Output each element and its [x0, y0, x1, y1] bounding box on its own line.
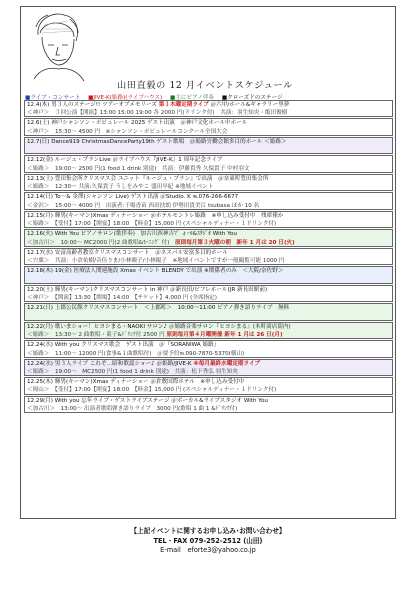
contact-phone: TEL・FAX 079-252-2512 (山田) — [153, 536, 263, 545]
event-row — [24, 377, 393, 394]
event-headline — [27, 101, 390, 109]
event-row — [24, 155, 393, 172]
event-details — [27, 257, 390, 265]
event-details — [27, 405, 390, 413]
event-details-text: ＜宍粟＞ 共演：小倉佑樹/音佳りま/小林瞳子/小林陽子 ※地域イベントですが一般観覧可能 1000 円 — [27, 258, 285, 265]
event-note: 原則毎月第４月曜開催 新年 1 月は 26 日(月) — [166, 332, 283, 339]
event-details — [27, 128, 390, 136]
event-details-text: ＜姫路＞ 13:30～ 2 曲歌唱・菓子&ﾄﾞﾘﾝｸ付 2500 円 — [27, 332, 167, 339]
event-note: 原則毎月第３火曜の朝 新年 1 月は 20 日(火) — [175, 239, 295, 246]
event-title: 12.7(日) Dance919 ChristmasDanceParty19th ゲスト歌唱 ＠姫路労働会館多目的ホール ＜姫路＞ — [27, 138, 287, 145]
event-row — [24, 396, 393, 413]
event-headline — [27, 212, 390, 220]
event-row — [24, 359, 393, 376]
event-details-text: ＜姫路＞ 12:30～ 共演:久保貴子 うしをみやこ 盛田早紀 ※地域イベント — [27, 184, 214, 191]
event-details — [27, 165, 390, 173]
event-title: 12.20(土) 輝男(キーマン)クリスマスコンサート in 神戸 ＠新長田/ピフレホール(JR 新長田駅前) — [27, 286, 268, 293]
event-title: 12.13(土) 豊田集会所クリスマス会 ユニット『ルージュ・ブラン』で出演 ＠奈東町豊田集会所 — [27, 175, 269, 182]
event-title: 12.15(月) 輝男(キーマン)Xmas ディナーショー ＠ホテルモントレ姫路 ※申し込み受付中 残席僅か — [27, 212, 284, 219]
event-title: 12.16(火) With You ピアノサロン(歌伴奏) 加古川西神吉ﾏﾞ ォｰﾙ&ｽﾀｼﾞｵ With You — [27, 231, 237, 238]
event-details — [27, 331, 390, 339]
event-row — [24, 211, 393, 228]
event-title: 12.12(金) ルージュ・ブランLive ＠ライブハウス『JIVE-K』1 周年記念ライブ — [27, 157, 223, 164]
event-details-text: ＜姫路＞ 19:00～ MC2500 円(1 food 1 drink 別途) 共演：松下秀弘 羽生知央 — [27, 368, 238, 375]
event-details-text: ＜金沢＞ 15:00～ 4000 円 出演者:千場香苗 西田扶朗 伊勢田貴美江 tsubasa ほか 10 名 — [27, 202, 260, 209]
event-details-text: ＜神戸＞ ３回公演【開演】13:00 15:00 19:00 各 2000 円(ドリンク付) 共演：羽生知央・飯田俊樹 — [27, 110, 288, 117]
event-title: 12.4(木) 男３人のステージ!! ツアーオブメモリーズ — [27, 102, 159, 108]
event-details — [27, 220, 390, 228]
event-headline — [27, 175, 390, 183]
event-row — [24, 266, 393, 283]
event-headline — [27, 397, 390, 405]
event-headline — [27, 267, 390, 275]
event-title: 12.24(水) With you クリスマス歌会 ゲスト出演 ＠『SORANIWA 姫路』 — [27, 342, 220, 349]
contact-footer — [0, 527, 416, 556]
event-details-text: ＜姫路＞ 【受付】17:00【開宴】18:00 【料金】15,000 円 (スペシャルディナー・１ドリンク付) — [27, 221, 277, 228]
event-row — [24, 192, 393, 209]
event-details-text: ＜神戸＞ 15:30～ 4500 円 ※シャンソン・ポピュレールコンクール全国大会 — [27, 128, 228, 135]
event-details — [27, 239, 390, 247]
event-details-text: ＜姫路＞ 19:00～ 2500 円(1 food 1 drink 別途) 共演：伊藤貴秀 久保貴子 中村羽文 — [27, 165, 250, 172]
event-row — [24, 248, 393, 265]
event-row — [24, 174, 393, 191]
event-headline — [27, 304, 390, 312]
legend-live-concert: ■ライブ・コンサート — [25, 95, 81, 101]
event-headline — [27, 249, 390, 257]
contact-email: E-mail eforte3@yahoo.co.jp — [160, 546, 256, 555]
event-details-text: ＜姫路＞ 11:00～ 12000 円(食事&１曲歌唱付) ＠要予約℡090-7870-5370(横山) — [27, 350, 245, 357]
event-details — [27, 109, 390, 117]
event-title: 12.24(水) 男３人ライブ これぞ…昭和歌謡ショー♪ ＠姫路/JIVE-K — [27, 360, 194, 367]
page-title: 山田直毅の 12 月イベントスケジュール — [117, 80, 293, 91]
event-title: 12.21(日) 上郡公民館クリスマスコンサート ＜上郡町＞ 10:00～11:00 ピアノ弾き語りライブ 無料 — [27, 305, 290, 312]
event-headline — [27, 323, 390, 331]
event-row — [24, 322, 393, 339]
event-title: 12.29(月) With you 忘年ライブ・ゲストライブステージ ＠ボーカル&ライブスタジオ With You — [27, 397, 268, 404]
event-title: 12.25(木) 輝男(キーマン)Xmas ディナーショー ＠倉敷国際ホテル ※申し込み受付中 — [27, 379, 245, 386]
event-details — [27, 294, 390, 302]
legend-piano: ■主にピアノ伴奏 — [170, 95, 215, 101]
event-row — [24, 137, 393, 154]
event-headline — [27, 193, 390, 201]
event-title: 12.14(日) To～& 金澤(シャンソン Live) ゲスト出演 ＠Studio. K ℡076-266-6677 — [27, 194, 239, 201]
event-details-text: ＜神戸＞ 【開演】13:30【開場】14:00 【チケット】4,000 円 (全席指定) — [27, 295, 217, 302]
event-row — [24, 340, 393, 357]
event-headline — [27, 286, 390, 294]
portrait-sketch — [24, 7, 92, 83]
event-headline — [27, 230, 390, 238]
event-row — [24, 229, 393, 246]
legend-closed-stage: ■クローズドのステージ — [221, 95, 283, 101]
event-details — [27, 350, 390, 358]
event-details — [27, 368, 390, 376]
event-row — [24, 285, 393, 302]
event-title: 12.17(水) 安富高齢者教室クリスマスコンサート ＠ネスパル安富多目的ホール — [27, 249, 228, 256]
event-title: 12.18(木) 19(金) 医療法人関連施設 Xmas イベント BLENDY で出演 ※関係者のみ ＜大阪/奈佐野＞ — [27, 268, 284, 275]
event-row — [24, 303, 393, 320]
event-title: 12.22(月) 歌いまショー！ヒヨシまる・NAOKI サロン♪ ＠姫路音楽サロン『ヒヨシまる』(本町商店街内) — [27, 323, 291, 330]
event-details-text: ＜加古川＞ 10:00～ MC2000 円(2 曲歌唱&ﾓｰﾆﾝｸﾞ 付) — [27, 239, 175, 246]
event-details-text: ＜加古川＞ 13:00～ 出演者歌唱弾き語りライブ 3000 円(歌唱 1 曲 1 &ﾄﾞﾘﾝｸ付) — [27, 405, 238, 412]
schedule-sheet — [20, 6, 396, 519]
event-headline — [27, 341, 390, 349]
event-headline — [27, 378, 390, 386]
event-headline — [27, 119, 390, 127]
event-highlight: ※毎月最終水曜定期ライブ — [193, 360, 260, 367]
event-row — [24, 118, 393, 135]
legend-jive-k: ■JIVE-K(姫路)(ライブハウス) — [88, 95, 163, 101]
event-headline — [27, 156, 390, 164]
event-row — [24, 100, 393, 117]
event-headline — [27, 138, 390, 146]
event-details — [27, 183, 390, 191]
event-highlight: 第１木曜定期ライブ — [158, 102, 209, 108]
event-headline — [27, 360, 390, 368]
event-list — [24, 100, 393, 414]
event-details-text: ＜岡山＞ 【受付】17:00【開宴】18:00 【料金】15,000 円 (スペシャルディナー・１ドリンク付) — [27, 387, 277, 394]
event-details — [27, 202, 390, 210]
contact-heading: 【上記イベントに関するお申し込み･お問い合わせ】 — [130, 527, 286, 535]
event-title: 12.6(土) 神戸シャンソン・ポピュレール 2025 ゲスト出演 ＠神戸文化ホール中ホール — [27, 120, 248, 127]
event-details — [27, 386, 390, 394]
event-venue: ＠六甲/ホール&ギャラリー里夢 — [208, 102, 290, 108]
